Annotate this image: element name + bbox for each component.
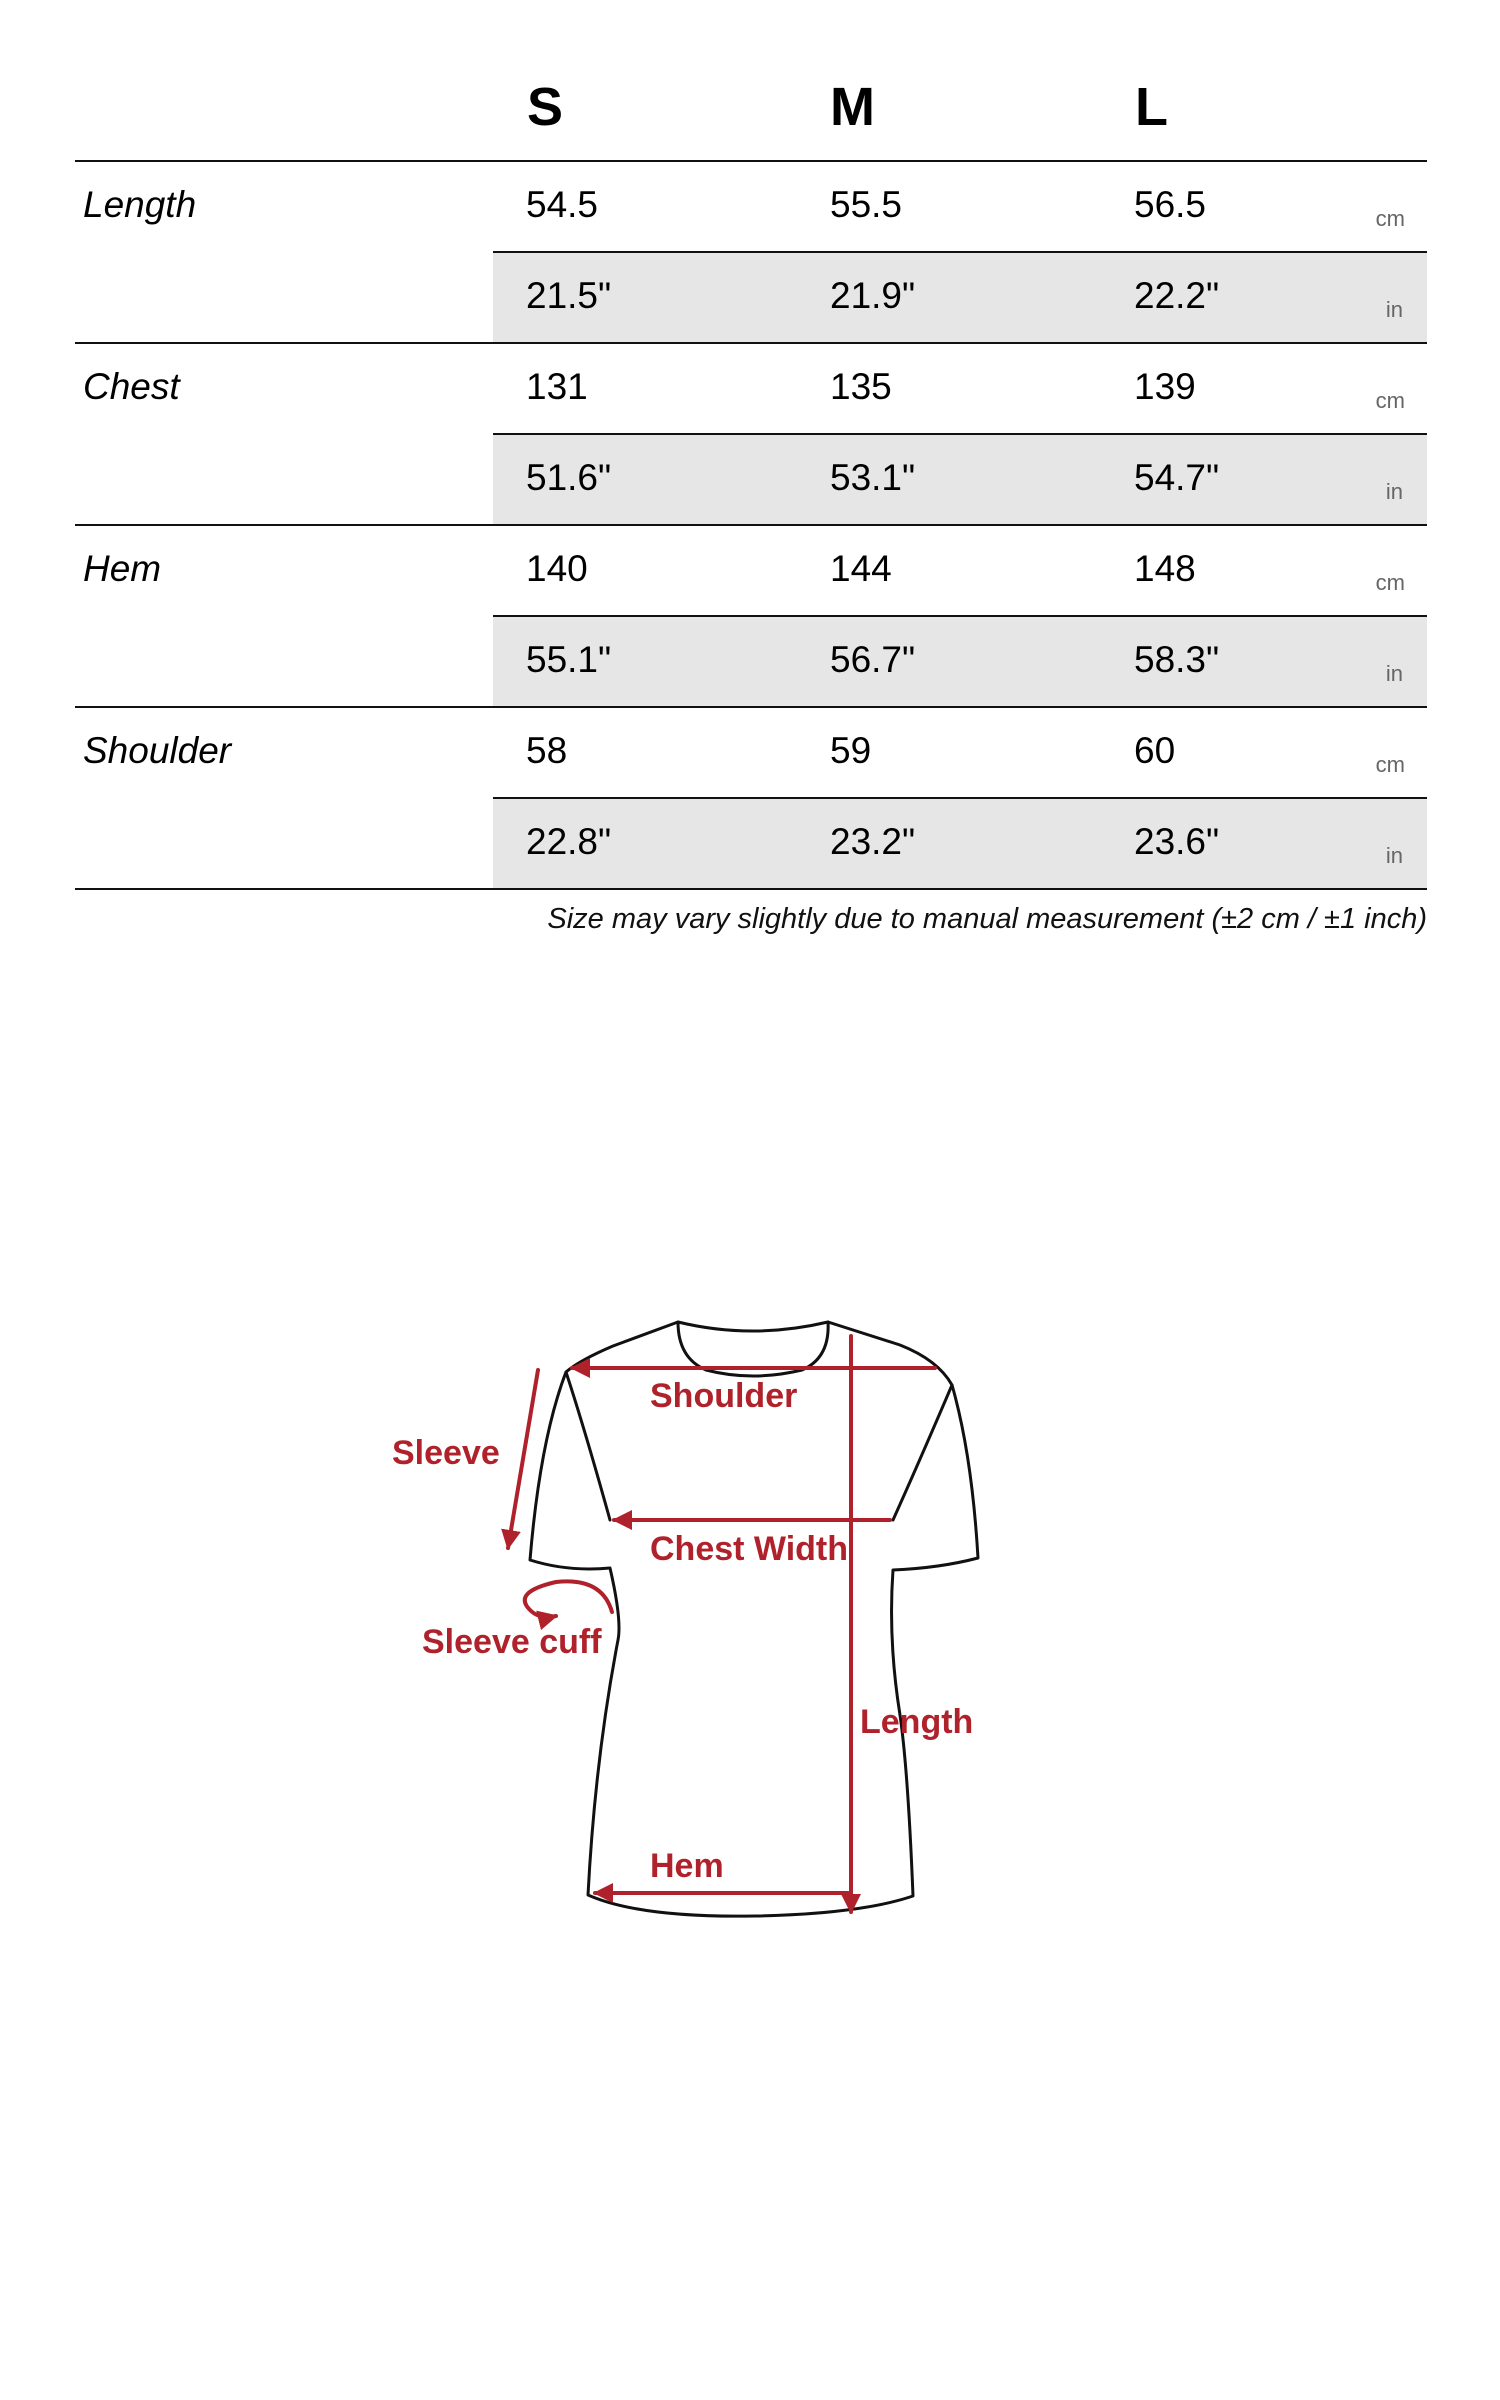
measurement-group-chest bbox=[75, 344, 1427, 526]
value-l-in: 54.7" bbox=[1134, 457, 1220, 498]
value-s-in: 55.1" bbox=[526, 639, 612, 680]
length-label: Length bbox=[860, 1703, 974, 1741]
tshirt-measurement-diagram bbox=[380, 1300, 1000, 1940]
value-m-in: 56.7" bbox=[830, 639, 916, 680]
shoulder-label: Shoulder bbox=[650, 1377, 798, 1415]
tshirt-left-armhole bbox=[566, 1372, 610, 1520]
value-s-in: 22.8" bbox=[526, 821, 612, 862]
value-m-cm: 144 bbox=[830, 548, 892, 589]
tshirt-collar-inner bbox=[678, 1322, 828, 1331]
value-l-in: 58.3" bbox=[1134, 639, 1220, 680]
unit-cm-label: cm bbox=[1375, 570, 1405, 595]
measurement-note: Size may vary slightly due to manual measurement (±2 cm / ±1 inch) bbox=[547, 903, 1427, 935]
value-s-cm: 140 bbox=[526, 548, 588, 589]
measurement-label: Hem bbox=[83, 548, 162, 589]
chest-width-label: Chest Width bbox=[650, 1530, 849, 1568]
value-m-in: 21.9" bbox=[830, 275, 916, 316]
measurement-group-hem bbox=[75, 526, 1427, 708]
value-l-cm: 148 bbox=[1134, 548, 1196, 589]
value-m-in: 23.2" bbox=[830, 821, 916, 862]
cm-row bbox=[493, 708, 1427, 797]
unit-in-label: in bbox=[1385, 843, 1403, 868]
unit-cm-label: cm bbox=[1375, 388, 1405, 413]
unit-cm-label: cm bbox=[1375, 752, 1405, 777]
inch-row bbox=[493, 615, 1427, 706]
cm-row bbox=[493, 526, 1427, 615]
unit-in-label: in bbox=[1385, 661, 1403, 686]
value-l-in: 22.2" bbox=[1134, 275, 1220, 316]
measurement-label: Chest bbox=[83, 366, 180, 407]
size-header-row bbox=[75, 60, 1427, 162]
value-s-in: 51.6" bbox=[526, 457, 612, 498]
unit-in-label: in bbox=[1385, 479, 1403, 504]
unit-in-label: in bbox=[1385, 297, 1403, 322]
inch-row bbox=[493, 433, 1427, 524]
sleeve-label: Sleeve bbox=[392, 1434, 500, 1472]
value-m-cm: 59 bbox=[830, 730, 872, 771]
size-chart-table bbox=[75, 60, 1427, 890]
size-s-header: S bbox=[527, 77, 564, 137]
measurement-group-length bbox=[75, 162, 1427, 344]
value-l-in: 23.6" bbox=[1134, 821, 1220, 862]
value-l-cm: 139 bbox=[1134, 366, 1196, 407]
value-m-cm: 55.5 bbox=[830, 184, 903, 225]
hem-label: Hem bbox=[650, 1847, 724, 1885]
value-m-cm: 135 bbox=[830, 366, 892, 407]
inch-row bbox=[493, 797, 1427, 888]
measurement-label: Shoulder bbox=[83, 730, 232, 771]
value-l-cm: 56.5 bbox=[1134, 184, 1207, 225]
size-l-header: L bbox=[1135, 77, 1168, 137]
cm-row bbox=[493, 162, 1427, 251]
value-m-in: 53.1" bbox=[830, 457, 916, 498]
sleeve-cuff-arrow bbox=[525, 1581, 612, 1617]
value-l-cm: 60 bbox=[1134, 730, 1176, 771]
inch-row bbox=[493, 251, 1427, 342]
measurement-label: Length bbox=[83, 184, 197, 225]
sleeve-cuff-label: Sleeve cuff bbox=[422, 1623, 602, 1661]
value-s-cm: 131 bbox=[526, 366, 588, 407]
measurement-group-shoulder bbox=[75, 708, 1427, 890]
size-m-header: M bbox=[830, 77, 875, 137]
value-s-in: 21.5" bbox=[526, 275, 612, 316]
tshirt-right-armhole bbox=[893, 1385, 952, 1520]
value-s-cm: 58 bbox=[526, 730, 568, 771]
unit-cm-label: cm bbox=[1375, 206, 1405, 231]
value-s-cm: 54.5 bbox=[526, 184, 599, 225]
cm-row bbox=[493, 344, 1427, 433]
